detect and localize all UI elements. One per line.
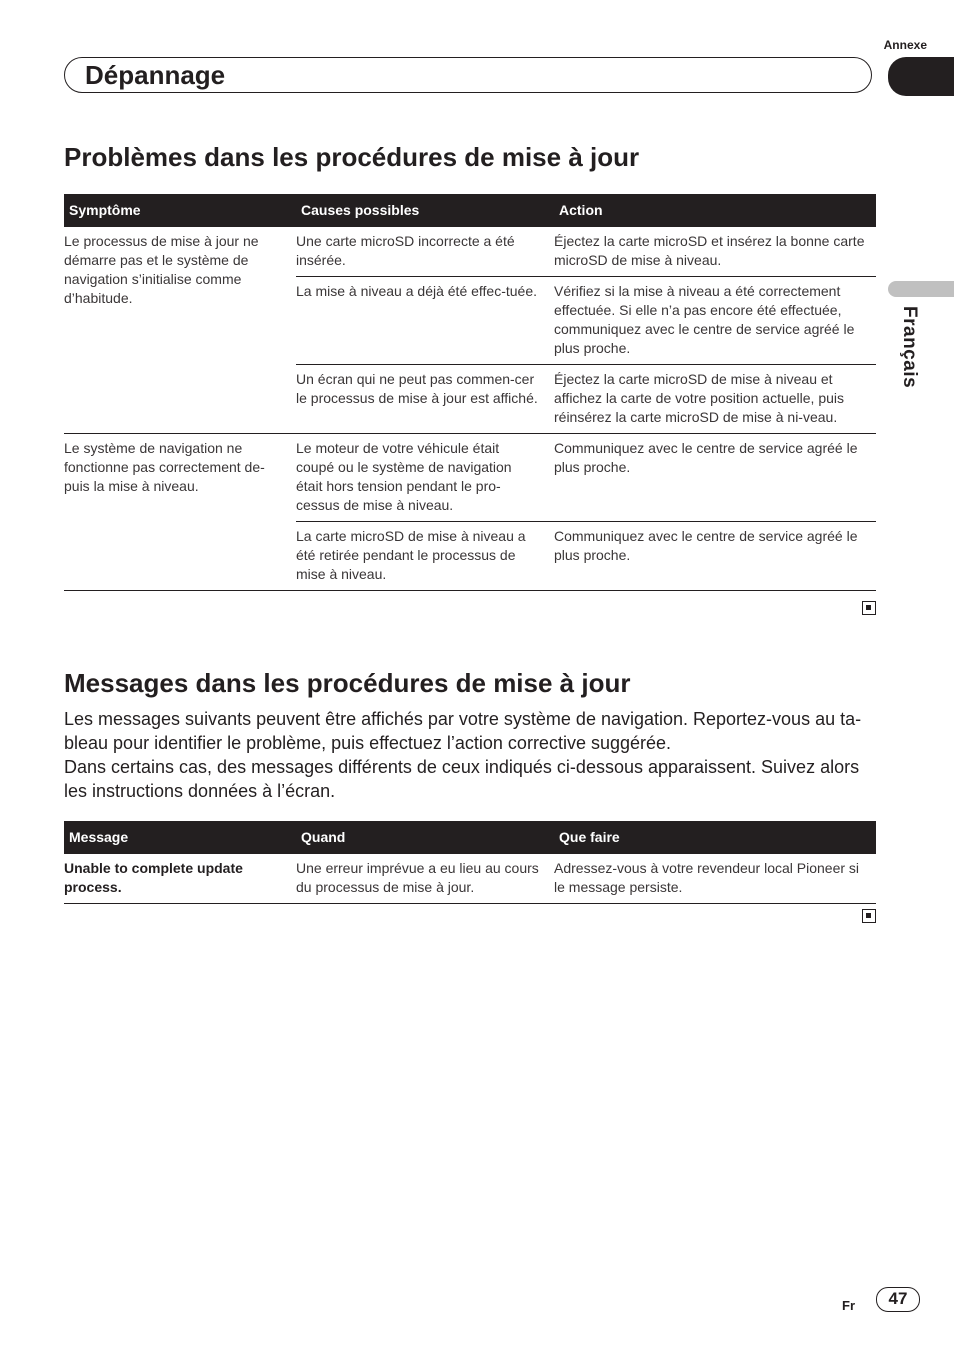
- action-cell: Éjectez la carte microSD et insérez la bonne carte microSD de mise à niveau.: [554, 227, 876, 277]
- column-header-symptom: Symptôme: [64, 194, 296, 227]
- cause-cell: La carte microSD de mise à niveau a été retirée pendant le processus de mise à niveau.: [296, 522, 554, 591]
- column-header-causes: Causes possibles: [296, 194, 554, 227]
- messages-heading: Messages dans les procédures de mise à jour: [64, 668, 631, 698]
- message-cell: Unable to complete update process.: [64, 854, 296, 904]
- action-cell: Communiquez avec le centre de service agréé le plus proche.: [554, 522, 876, 591]
- symptom-cell: Le système de navigation ne fonctionne pas correctement de-puis la mise à niveau.: [64, 434, 296, 591]
- column-header-message: Message: [64, 821, 296, 854]
- table-row: [64, 854, 876, 904]
- messages-table: [64, 821, 876, 904]
- problems-table: [64, 194, 876, 591]
- messages-note: Dans certains cas, des messages différents de ceux indiqués ci-dessous apparaissent. Suivez alors les instructions données à l’écran.: [64, 757, 860, 801]
- section-banner: [64, 57, 872, 93]
- column-header-when: Quand: [296, 821, 554, 854]
- action-cell: Communiquez avec le centre de service agréé le plus proche.: [554, 434, 876, 522]
- chapter-label: Annexe: [883, 38, 927, 52]
- section-title: Dépannage: [85, 60, 226, 90]
- cause-cell: Un écran qui ne peut pas commen-cer le processus de mise à jour est affiché.: [296, 365, 554, 434]
- symptom-cell: Le processus de mise à jour ne démarre pas et le système de navigation s’initialise comme d’habitude.: [64, 227, 296, 434]
- end-of-section-square-icon: [862, 601, 876, 615]
- todo-cell: Adressez-vous à votre revendeur local Pioneer si le message persiste.: [554, 854, 876, 904]
- page-number: 47: [876, 1287, 920, 1312]
- end-of-section-square-icon: [862, 909, 876, 923]
- messages-intro: Les messages suivants peuvent être affichés par votre système de navigation. Reportez-vous au ta-bleau pour identifier le problème, puis effectuez l’action corrective suggérée.: [64, 709, 862, 753]
- table-row: [64, 434, 876, 522]
- cause-cell: Le moteur de votre véhicule était coupé ou le système de navigation était hors tension pendant le pro-cessus de mise à niveau.: [296, 434, 554, 522]
- action-cell: Éjectez la carte microSD de mise à niveau et affichez la carte de votre position actuelle, puis réinsérez la carte microSD de mise à ni-veau.: [554, 365, 876, 434]
- cause-cell: La mise à niveau a déjà été effec-tuée.: [296, 277, 554, 365]
- cause-cell: Une carte microSD incorrecte a été insérée.: [296, 227, 554, 277]
- action-cell: Vérifiez si la mise à niveau a été correctement effectuée. Si elle n’a pas encore été effectuée, communiquez avec le centre de service agréé le plus proche.: [554, 277, 876, 365]
- table-header-row: [64, 194, 876, 227]
- when-cell: Une erreur imprévue a eu lieu au cours du processus de mise à jour.: [296, 854, 554, 904]
- column-header-todo: Que faire: [554, 821, 876, 854]
- language-label: Français: [899, 306, 920, 389]
- problems-heading: Problèmes dans les procédures de mise à jour: [64, 142, 640, 172]
- table-row: [64, 227, 876, 277]
- language-tab: [888, 281, 954, 297]
- chapter-tab: [888, 57, 954, 96]
- footer-language-code: Fr: [842, 1298, 855, 1313]
- table-header-row: [64, 821, 876, 854]
- column-header-action: Action: [554, 194, 876, 227]
